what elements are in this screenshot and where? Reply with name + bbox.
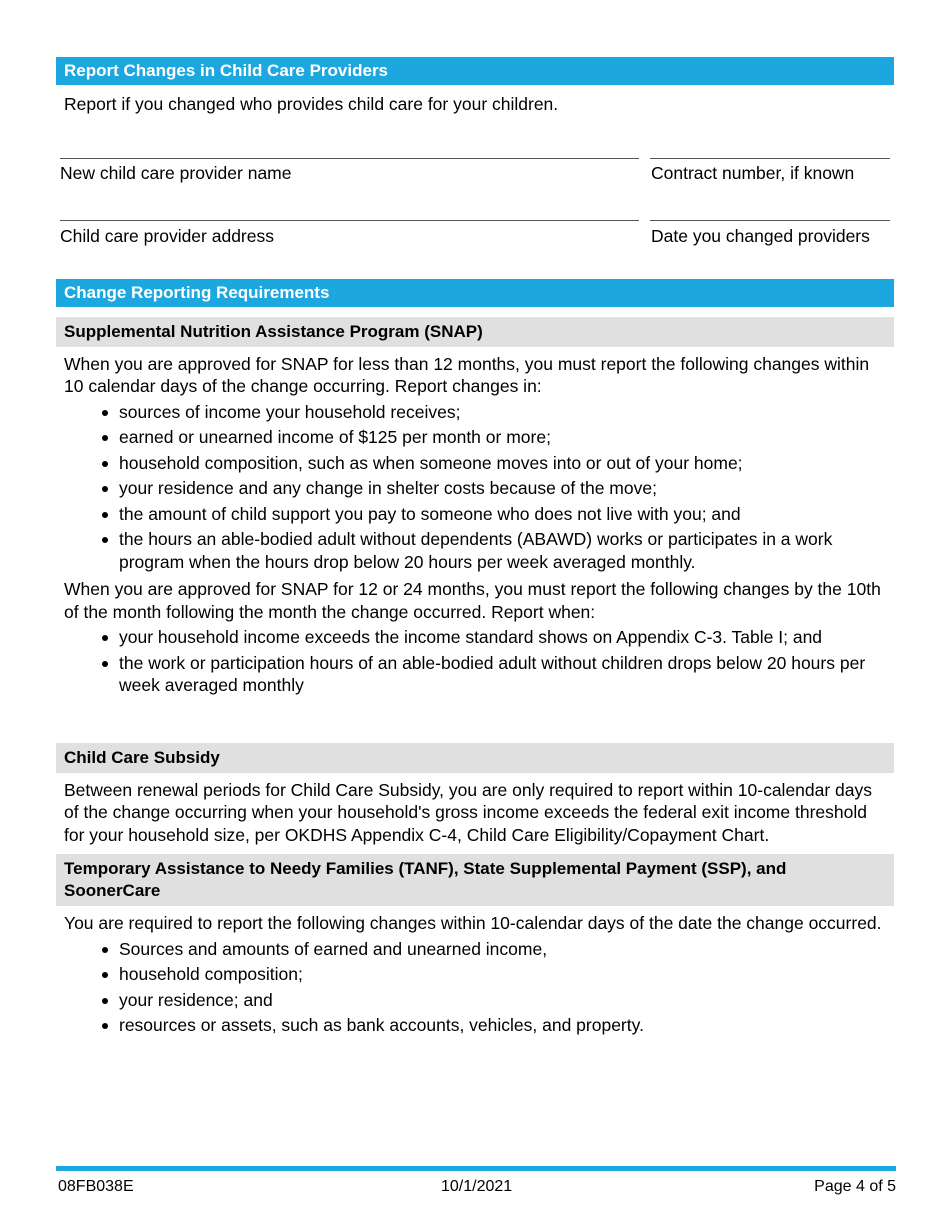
date-changed-input[interactable] (650, 220, 890, 221)
list-item: the amount of child support you pay to someone who does not live with you; and (119, 503, 894, 526)
footer-form-number: 08FB038E (58, 1178, 134, 1195)
contract-number-input[interactable] (650, 158, 890, 159)
snap-list-1 (56, 401, 894, 574)
snap-paragraph-1: When you are approved for SNAP for less than 12 months, you must report the following changes within 10 calendar days of the change occurring. Report changes in: (64, 353, 870, 396)
list-item: household composition, such as when someone moves into or out of your home; (119, 452, 894, 475)
list-item: resources or assets, such as bank accounts, vehicles, and property. (119, 1014, 894, 1037)
contract-number-label: Contract number, if known (651, 162, 855, 183)
provider-address-label: Child care provider address (60, 225, 274, 246)
list-item: Sources and amounts of earned and unearned income, (119, 938, 894, 961)
snap-heading: Supplemental Nutrition Assistance Program (SNAP) (56, 317, 894, 347)
child-care-subsidy-paragraph: Between renewal periods for Child Care Subsidy, you are only required to report within 10-calendar days of the change occurring when your household's gross income exceeds the federal exit income threshold for your household size, per OKDHS Appendix C-4, Child Care Eligibility/Copayment Chart. (64, 779, 873, 845)
list-item: earned or unearned income of $125 per month or more; (119, 426, 894, 449)
provider-name-label: New child care provider name (60, 162, 292, 183)
child-care-subsidy-heading: Child Care Subsidy (56, 743, 894, 773)
section-header-child-care-providers: Report Changes in Child Care Providers (56, 57, 894, 85)
list-item: your household income exceeds the income standard shows on Appendix C-3. Table I; and (119, 626, 894, 649)
provider-name-input[interactable] (60, 158, 639, 159)
footer-divider (56, 1166, 896, 1171)
provider-fields (56, 116, 894, 266)
date-changed-label: Date you changed providers (651, 225, 870, 246)
list-item: the work or participation hours of an able-bodied adult without children drops below 20 hours per week averaged monthly (119, 652, 894, 697)
list-item: your residence and any change in shelter costs because of the move; (119, 477, 894, 500)
provider-address-input[interactable] (60, 220, 639, 221)
tanf-list (56, 938, 894, 1037)
child-care-providers-intro: Report if you changed who provides child care for your children. (64, 94, 559, 114)
tanf-paragraph: You are required to report the following changes within 10-calendar days of the date the change occurred. (64, 913, 882, 933)
list-item: your residence; and (119, 989, 894, 1012)
list-item: the hours an able-bodied adult without dependents (ABAWD) works or participates in a work program when the hours drop below 20 hours per week averaged monthly. (119, 528, 894, 573)
snap-paragraph-2: When you are approved for SNAP for 12 or 24 months, you must report the following changes by the 10th of the month following the month the change occurred. Report when: (64, 579, 881, 622)
document-page (56, 57, 894, 1040)
list-item: household composition; (119, 963, 894, 986)
section-header-change-reporting: Change Reporting Requirements (56, 279, 894, 307)
tanf-heading: Temporary Assistance to Needy Families (TANF), State Supplemental Payment (SSP), and SoonerCare (56, 854, 894, 906)
snap-list-2 (56, 626, 894, 697)
footer-page-number: Page 4 of 5 (814, 1178, 896, 1195)
footer-date: 10/1/2021 (441, 1178, 513, 1195)
list-item: sources of income your household receives; (119, 401, 894, 424)
